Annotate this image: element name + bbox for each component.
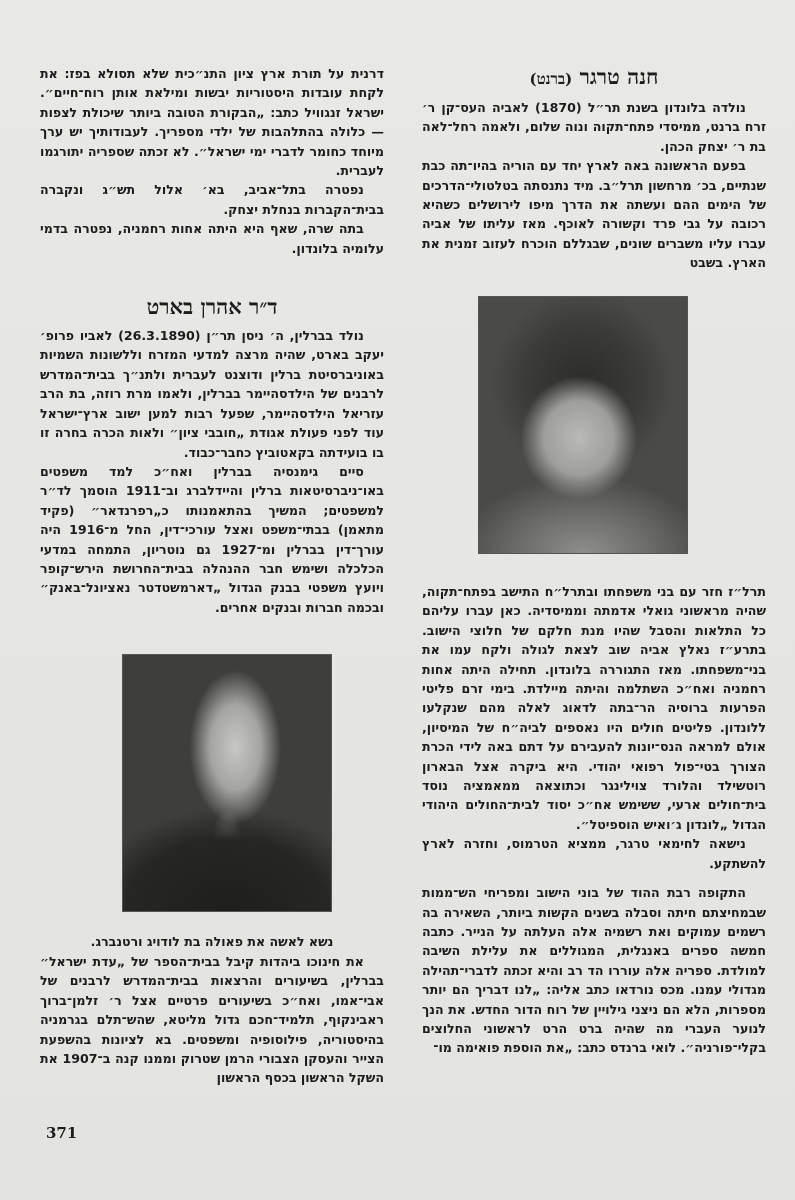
paragraph: נפטרה בתל־אביב, בא׳ אלול תש״ג ונקברה בבית־הקברות בנחלת יצחק.: [40, 182, 384, 217]
portrait-photo-aharon-barth: [122, 654, 332, 912]
paragraph: דרנית על תורת ארץ ציון התנ״כית שלא תסולא בפז: את לקחת עובדות היסטוריות יבשות ומילאת אותן רוח־חיים״. ישראל זנגוויל כתב: „הבקורת הטובה ביותר שיכולת לצפות — כלולה בהתלהבות של ילדי מספריך. לעבודותיך יש ערך מיוחד כחומר לדברי ימי ישראל״. לא זכתה שספריה יתורגמו לעברית.: [40, 66, 384, 179]
paragraph: נולד בברלין, ה׳ ניסן תר״ן (26.3.1890) לאביו פרופ׳ יעקב בארט, שהיה מרצה למדעי המזרח וללשונות השמיות באוניברסיטת ברלין ודוצנט לעברית ולתנ״ך בבית־המדרש לרבנים של הילדסהיימר בברלין, ולאמו מרת רוזה, בת הרב עזריאל הילדסהיימר, שפעל רבות למען ישוב ארץ־ישראל עוד לפני פעולת אגודת „חובבי ציון״ ולאות הכרה בחרה זו בו בועידתה בקאטוביץ כחבר־כבוד.: [40, 328, 384, 460]
heading-name: חנה טרגר: [579, 64, 659, 89]
spacer: [422, 873, 766, 883]
article-left-column: [40, 64, 384, 617]
article-hana-trager: [422, 64, 766, 273]
page-number: 371: [46, 1124, 78, 1142]
photo-caption: נשא לאשה את פאולה בת לודויג ורטנברג.: [90, 934, 334, 949]
paragraph: בפעם הראשונה באה לארץ יחד עם הוריה בהיו־תה כבת שנתיים, בכ׳ מרחשון תרל״ב. מיד נתנסתה בטלטולי־הדרכים של הימים ההם ועשתה את הדרך מיפו לירושלים כשהיא רכובה על גבי פרד וקשורה לאוכף. מאז עליתו של אביה עברו עליו משברים שונים, שבגללם הוכרח לעזוב זמנית את הארץ. בשבט: [422, 158, 766, 271]
spacer: [40, 258, 384, 294]
paragraph: סיים גימנסיה בברלין ואח״כ למד משפטים באו־ניברסיטאות ברלין והיידלברג וב־1911 הוסמך לד״ר למשפטים; המשיך בהתאמנותו כ„רפרנדאר״ (פקיד מתאמן) בבתי־משפט ואצל עורכי־דין, החל מ־1916 היה עורך־דין בברלין ומ־1927 גם נוטריון, התמחה במדעי הכלכלה ושימש חבר ההנהלה בבית־החרושת הירש־קופר ויועץ משפטי בבנק הגדול „דארמשטדטר נאציונל־באנק״ ובכמה חברות ובנקים אחרים.: [40, 463, 384, 615]
paragraph: התקופה רבת ההוד של בוני הישוב ומפריחי הש־ממות שבמחיצתם חיתה וסבלה בשנים הקשות ביותר, השאירה בה רשמים עמוקים ואת רשמיה אלה העלתה על הנייר. כתבה חמשה ספרים באנגלית, המגוללים את עלילת השיבה למולדת. ספריה אלה עוררו הד רב והיא זכתה לדברי־תהילה מגדולי עמנו. מכס נורדאו כתב אליה: „לנו דבריך הם יותר מספרות, הלא הם ניצני גילויין של רוח הדור החדש. את הנך לנוער העברי מה שהיה ברט הרט לראשוני החלוצים בקלי־פורניה״. לואי ברנדס כתב: „את הוספת פואימה מו־: [422, 885, 766, 1056]
article-heading: [422, 64, 766, 92]
paragraph: נישאה לחימאי טרגר, ממציא הטרמוס, וחזרה לארץ להשתקע.: [422, 836, 766, 871]
paragraph: את חינוכו ביהדות קיבל בבית־הספר של „עדת ישראל״ בברלין, בשיעורים והרצאות בבית־המדרש לרבנים של אבי־אמו, ואח״כ בשיעורים פרטיים אצל ר׳ זלמן־ברוך ראבינקוף, תלמיד־חכם גדול מליטא, שהש־תלם בגרמניה בהיסטוריה, פילוסופיה ומשפטים. בא לציונות בהשפעת הצייר והעסקן הצבורי הרמן שטרוק וממנו קנה ב־1907 את השקל הראשון בכסף הראשון: [40, 954, 384, 1086]
article-heading-aharon-barth: ד״ר אהרן בארט: [146, 294, 278, 320]
portrait-photo-hana-trager: [478, 296, 688, 554]
paragraph: תרל״ז חזר עם בני משפחתו ובתרל״ח התישב בפתח־תקוה, שהיה מראשוני גואלי אדמתה וממיסדיה. כאן עברו עליהם כל התלאות והסבל שהיו מנת חלקם של חלוצי הישוב. בתרע״ז נאלץ אביה שוב לצאת לגולה ולקח עמו את בני־משפחתו. מאז התגוררה בלונדון. תחילה היתה אחות רחמניה ואח״כ השתלמה והיתה מיילדת. בימי זרם פליטי הפרעות ברוסיה הר־בתה לדאוג לאלה מהם שנקלעו ללונדון. פליטים חולים היו נאספים לביה״ח של המיסיון, אולם למראה הנס־יונות להעבירם על דתם באה לידי הכרת הצורך בטי־פול רפואי יהודי. היא ביקרה אצל הבארון רוטשילד והלורד צוילינגר וכתוצאה ממאמציה נוסד בית־חולים ארעי, ששימש אח״כ יסוד לבית־החולים היהודי הגדול „לונדון ג׳ואיש הוספיטל״.: [422, 584, 766, 832]
article-hana-trager-continued: [422, 582, 766, 1058]
paragraph: נולדה בלונדון בשנת תר״ל (1870) לאביה העס־קן ר׳ זרח ברנט, ממיסדי פתח־תקוה ונוה שלום, ולאמה רחל־לאה בת ר׳ יצחק הכהן.: [422, 100, 766, 154]
article-aharon-barth-continued: [40, 952, 384, 1088]
heading-maiden-name: (ברנט): [529, 70, 573, 88]
paragraph: בתה שרה, שאף היא היתה אחות רחמניה, נפטרה בדמי עלומיה בלונדון.: [40, 221, 384, 256]
